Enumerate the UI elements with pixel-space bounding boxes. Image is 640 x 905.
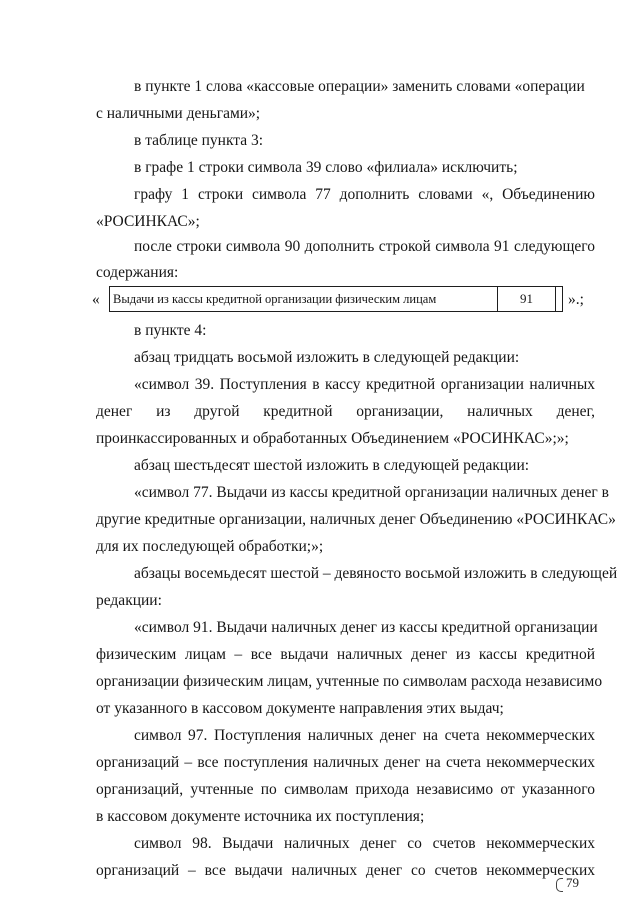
paragraph-line: в пункте 4: — [134, 322, 207, 339]
paragraph-line: после строки символа 90 дополнить строкой символа 91 следующего — [134, 238, 595, 255]
paragraph-line: в таблице пункта 3: — [134, 132, 264, 149]
table-cell-description: Выдачи из кассы кредитной организации физическим лицам — [110, 287, 498, 311]
table-cell-empty — [556, 287, 562, 311]
paragraph-line: содержания: — [96, 264, 179, 281]
paragraph-line: в пункте 1 слова «кассовые операции» заменить словами «операции — [134, 78, 585, 95]
table-close-quote: ».; — [568, 291, 584, 308]
paragraph-line: графу 1 строки символа 77 дополнить словами «, Объединению — [134, 186, 595, 203]
paragraph-line: для их последующей обработки;»; — [96, 538, 324, 555]
paragraph-line: абзац тридцать восьмой изложить в следующей редакции: — [134, 349, 520, 366]
paragraph-line: другие кредитные организации, наличных денег Объединению «РОСИНКАС» — [96, 511, 616, 528]
paragraph-line: физическим лицам – все выдачи наличных денег из кассы кредитной — [96, 646, 595, 663]
paragraph-line: денег из другой кредитной организации, наличных денег, — [96, 403, 595, 420]
paragraph-line: от указанного в кассовом документе направления этих выдач; — [96, 700, 504, 717]
paragraph-line: в графе 1 строки символа 39 слово «филиала» исключить; — [134, 159, 518, 176]
paragraph-line: «символ 77. Выдачи из кассы кредитной организации наличных денег в — [134, 484, 609, 501]
paragraph-line: в кассовом документе источника их поступления; — [96, 808, 425, 825]
inserted-table-row — [109, 286, 563, 312]
paragraph-line: абзац шестьдесят шестой изложить в следующей редакции: — [134, 457, 530, 474]
paragraph-line: организаций – все поступления наличных денег на счета некоммерческих — [96, 754, 595, 771]
paragraph-line: «РОСИНКАС»; — [96, 213, 200, 230]
paragraph-line: организаций, учтенные по символам прихода независимо от указанного — [96, 781, 595, 798]
paragraph-line: редакции: — [96, 592, 162, 609]
paragraph-line: организаций – все выдачи наличных денег со счетов некоммерческих — [96, 862, 595, 879]
paragraph-line: абзацы восемьдесят шестой – девяносто восьмой изложить в следующей — [134, 565, 618, 582]
page-number: 79 — [566, 875, 579, 890]
paragraph-line: символ 97. Поступления наличных денег на счета некоммерческих — [134, 727, 595, 744]
table-cell-symbol-code: 91 — [498, 287, 556, 311]
table-open-quote: « — [92, 291, 100, 308]
paragraph-line: проинкассированных и обработанных Объединением «РОСИНКАС»;»; — [96, 430, 569, 447]
paragraph-line: символ 98. Выдачи наличных денег со счетов некоммерческих — [134, 835, 595, 852]
paragraph-line: «символ 39. Поступления в кассу кредитной организации наличных — [134, 376, 595, 393]
paragraph-line: с наличными деньгами»; — [96, 105, 261, 122]
paragraph-line: организации физическим лицам, учтенные по символам расхода независимо — [96, 673, 603, 690]
page-mark-icon — [556, 878, 563, 892]
paragraph-line: «символ 91. Выдачи наличных денег из кассы кредитной организации — [134, 619, 598, 636]
